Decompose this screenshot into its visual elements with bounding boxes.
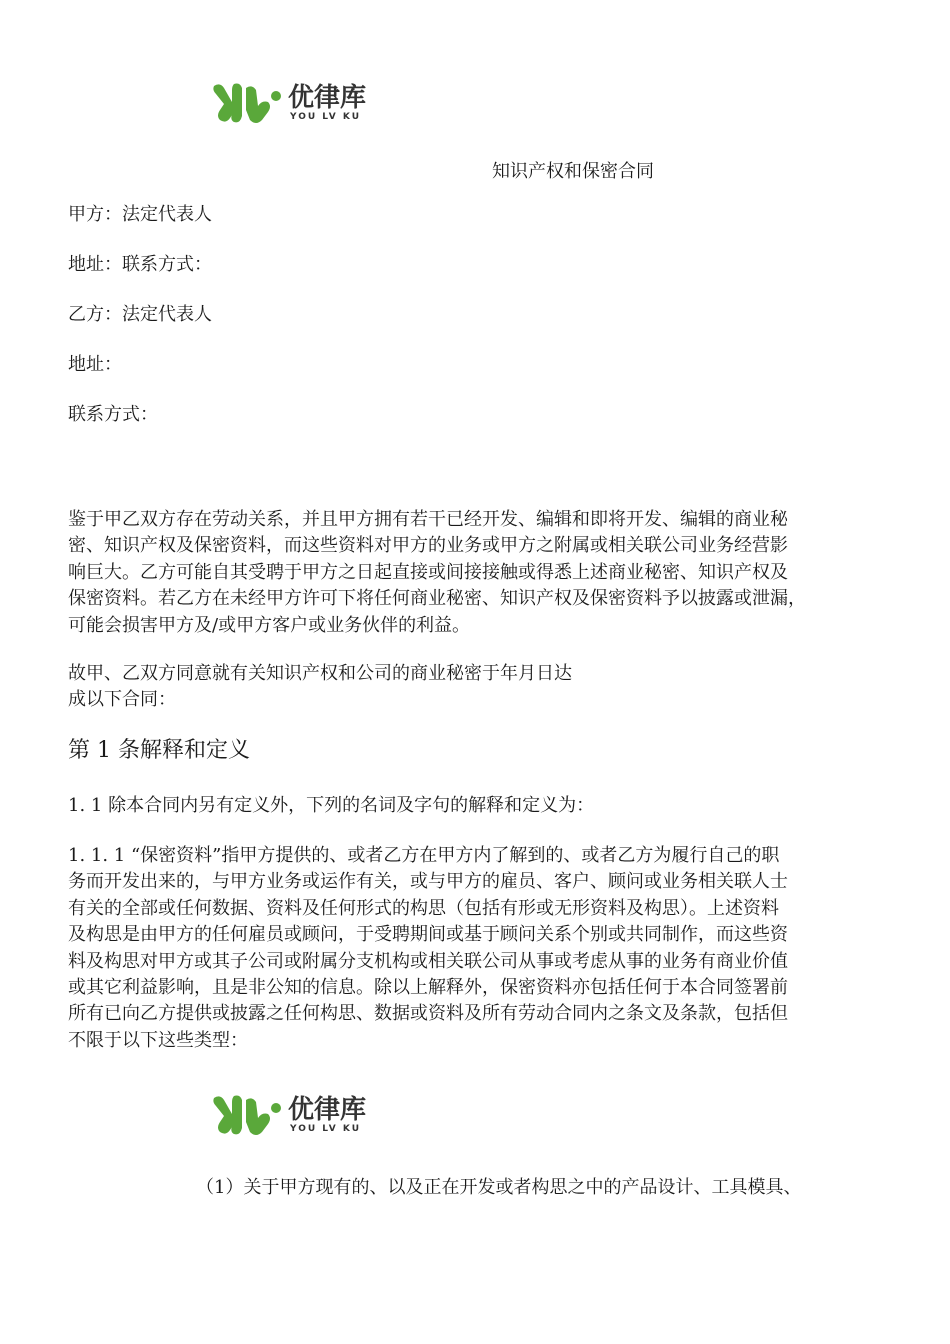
preamble-line: 响巨大。乙方可能自其受聘于甲方之日起直接或间接接触或得悉上述商业秘密、知识产权及 [68,561,788,583]
clause-line: 1. 1 除本合同内另有定义外，下列的名词及字句的解释和定义为： [68,795,595,816]
party-a-field: 甲方：法定代表人 [68,204,212,225]
clause-line: 所有已向乙方提供或披露之任何构思、数据或资料及所有劳动合同内之条文及条款，包括但 [68,1003,788,1025]
article-1-heading: 第 1 条解释和定义 [68,738,250,763]
logo-mark-icon [210,80,286,128]
logo-brand-cn: 优律库 [288,83,367,113]
preamble-line: 保密资料。若乙方在未经甲方许可下将任何商业秘密、知识产权及保密资料予以披露或泄漏， [68,588,806,610]
preamble-paragraph [68,507,898,639]
clause-line: 及构思是由甲方的任何雇员或顾问，于受聘期间或基于顾问关系个别或共同制作，而这些资 [68,924,788,946]
logo-brand-cn: 优律库 [288,1095,367,1125]
document-title: 知识产权和保密合同 [492,161,654,182]
confidential-item-1: （1）关于甲方现有的、以及正在开发或者构思之中的产品设计、工具模具、 [196,1177,802,1198]
agreement-line: 故甲、乙双方同意就有关知识产权和公司的商业秘密于年月日达 [68,663,572,684]
preamble-line: 鉴于甲乙双方存在劳动关系，并且甲方拥有若干已经开发、编辑和即将开发、编辑的商业秘 [68,509,788,530]
preamble-line: 密、知识产权及保密资料，而这些资料对甲方的业务或甲方之附属或相关联公司业务经营影 [68,535,788,557]
logo-brand-en: YOU LV KU [290,112,362,122]
preamble-line: 可能会损害甲方及/或甲方客户或业务伙伴的利益。 [68,614,471,636]
company-logo [210,80,390,128]
party-a-address-field: 地址：联系方式： [68,254,212,275]
agreement-paragraph [68,661,898,714]
party-b-field: 乙方：法定代表人 [68,304,212,325]
clause-line: 务而开发出来的，与甲方业务或运作有关，或与甲方的雇员、客户、顾问或业务相关联人士 [68,871,788,893]
logo-mark-icon [210,1092,286,1140]
party-b-address-field: 地址： [68,354,122,375]
agreement-line: 成以下合同： [68,689,176,711]
clause-line: 1. 1. 1 “保密资料”指甲方提供的、或者乙方在甲方内了解到的、或者乙方为履行自己的职 [68,845,780,866]
clause-line: 不限于以下这些类型： [68,1029,248,1051]
clause-line: 或其它利益影响，且是非公知的信息。除以上解释外，保密资料亦包括任何于本合同签署前 [68,977,788,999]
clause-1-1 [68,793,594,819]
party-b-contact-field: 联系方式： [68,404,158,425]
clause-1-1-1 [68,843,788,1054]
logo-brand-en: YOU LV KU [290,1124,362,1134]
company-logo-page-2 [210,1092,390,1140]
clause-line: 有关的全部或任何数据、资料及任何形式的构思（包括有形或无形资料及构思）。上述资料 [68,897,779,919]
clause-line: 料及构思对甲方或其子公司或附属分支机构或相关联公司从事或考虑从事的业务有商业价值 [68,950,788,972]
